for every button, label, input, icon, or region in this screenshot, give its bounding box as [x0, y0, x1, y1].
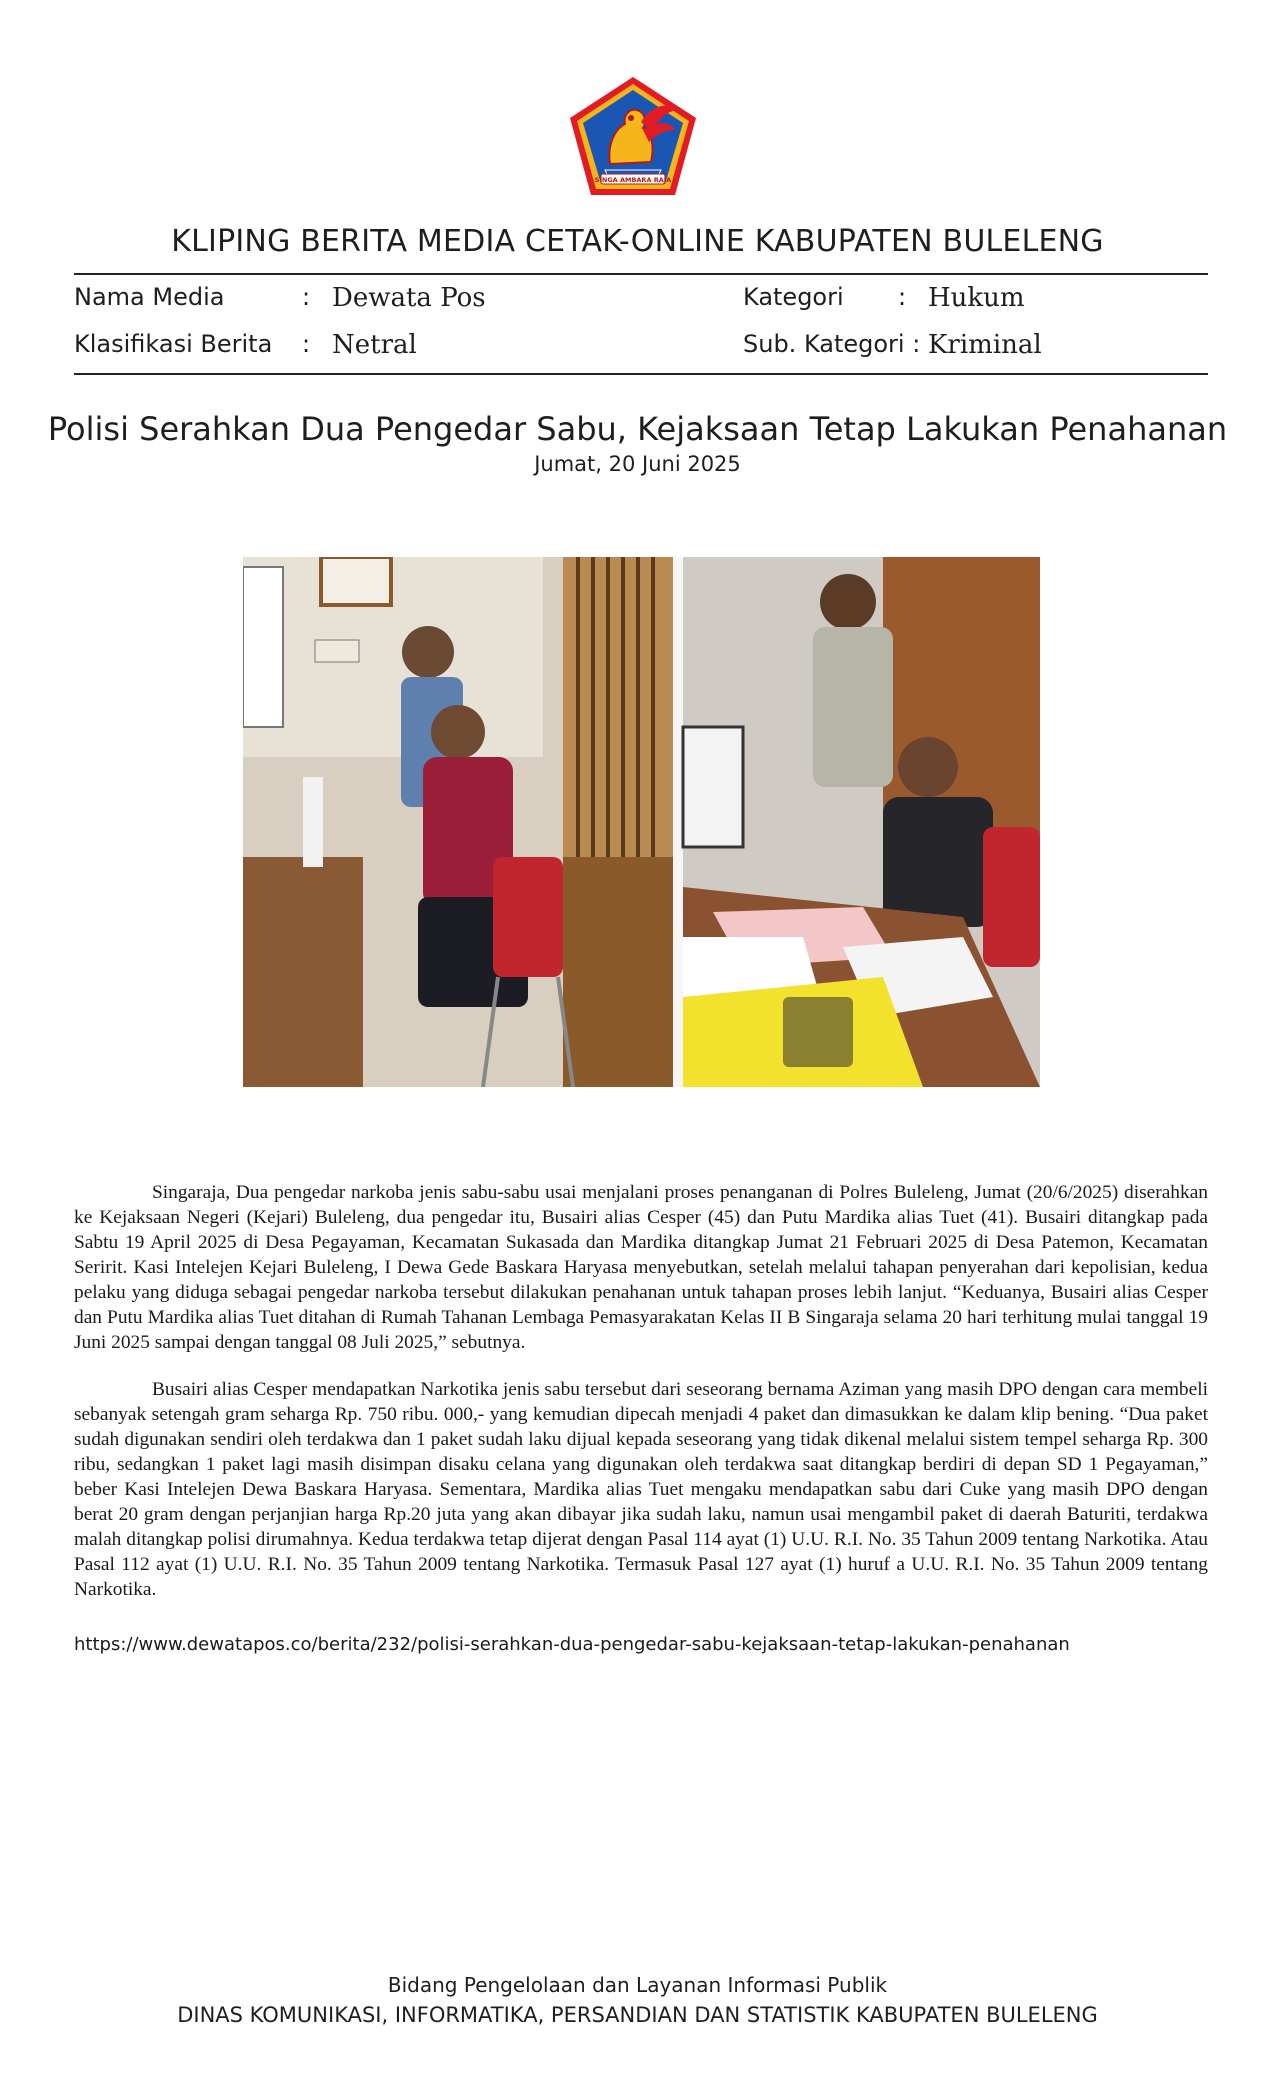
klasifikasi-colon: : [302, 330, 311, 358]
paragraph-text: Singaraja, Dua pengedar narkoba jenis sabu-sabu usai menjalani proses penanganan di Polres Buleleng, Jumat (20/6/2025) diserahkan ke Kejaksaan Negeri (Kejari) Buleleng, dua pengedar itu, Busairi alias Cesper (45) dan Putu Mardika alias Tuet (41). Busairi ditangkap pada Sabtu 19 April 2025 di Desa Pegayaman, Kecamatan Sukasada dan Mardika ditangkap Jumat 21 Februari 2025 di Desa Patemon, Kecamatan Seririt. Kasi Intelejen Kejari Buleleng, I Dewa Gede Baskara Haryasa menyebutkan, setelah melalui tahapan penyerahan dari kepolisian, kedua pelaku yang diduga sebagai pengedar narkoba tersebut dilakukan penahanan untuk tahapan proses lebih lanjut. “Keduanya, Busairi alias Cesper dan Putu Mardika alias Tuet ditahan di Rumah Tahanan Lembaga Pemasyarakatan Kelas II B Singaraja selama 20 hari terhitung mulai tanggal 19 Juni 2025 sampai dengan tanggal 08 Juli 2025,” sebutnya. [74, 1182, 1208, 1353]
kategori-colon: : [898, 283, 907, 311]
meta-sub-kategori [743, 330, 920, 358]
sub-kategori-value-wrap [928, 330, 1042, 360]
header-title: KLIPING BERITA MEDIA CETAK-ONLINE KABUPATEN BULELENG [171, 224, 1104, 259]
article-title: Polisi Serahkan Dua Pengedar Sabu, Kejaksaan Tetap Lakukan Penahanan [47, 410, 1228, 448]
meta-nama-media [74, 283, 224, 311]
nama-media-label: Nama Media [74, 283, 225, 311]
source-url-link[interactable]: https://www.dewatapos.co/berita/232/polisi-serahkan-dua-pengedar-sabu-kejaksaan-tetap-lakukan-penahanan [74, 1634, 1070, 1655]
buleleng-singa-ambara-raja-emblem-icon [565, 74, 701, 200]
footer-unit-name: Bidang Pengelolaan dan Layanan Informasi Publik [387, 1973, 888, 1997]
klasifikasi-label: Klasifikasi Berita [74, 330, 273, 358]
meta-kategori [743, 283, 844, 311]
sub-kategori-label: Sub. Kategori : [743, 330, 921, 358]
nama-media-value: Dewata Pos [332, 283, 486, 313]
header-top-divider [74, 273, 1208, 275]
logo-motto: SINGA AMBARA RAJA [594, 176, 672, 184]
article-paragraph-1 [74, 1180, 1208, 1355]
nama-media-colon: : [302, 283, 311, 311]
meta-klasifikasi [74, 330, 272, 358]
footer-agency-name: DINAS KOMUNIKASI, INFORMATIKA, PERSANDIAN DAN STATISTIK KABUPATEN BULELENG [177, 2003, 1098, 2027]
klasifikasi-value-wrap [332, 330, 417, 360]
nama-media-value-wrap [332, 283, 486, 313]
news-photo-suspects-handover-icon [243, 557, 1040, 1087]
kategori-value: Hukum [928, 283, 1025, 313]
klasifikasi-value: Netral [332, 330, 417, 360]
paragraph-text: Busairi alias Cesper mendapatkan Narkotika jenis sabu tersebut dari seseorang bernama Aziman yang masih DPO dengan cara membeli sebanyak setengah gram seharga Rp. 750 ribu. 000,- yang kemudian dipecah menjadi 4 paket dan dimasukkan ke dalam klip bening. “Dua paket sudah digunakan sendiri oleh terdakwa dan 1 paket sudah laku dijual kepada seseorang yang tidak dikenal melalui sistem tempel seharga Rp. 300 ribu, sedangkan 1 paket lagi masih disimpan disaku celana yang digunakan oleh terdakwa saat ditangkap berdiri di depan SD 1 Pegayaman,” beber Kasi Intelejen Dewa Baskara Haryasa. Sementara, Mardika alias Tuet mengaku mendapatkan sabu dari Cuke yang masih DPO dengan berat 20 gram dengan perjanjian harga Rp.20 juta yang akan dibayar jika sudah laku, namun usai mengambil paket di daerah Baturiti, terdakwa malah ditangkap polisi dirumahnya. Kedua terdakwa tetap dijerat dengan Pasal 114 ayat (1) U.U. R.I. No. 35 Tahun 2009 tentang Narkotika. Atau Pasal 112 ayat (1) U.U. R.I. No. 35 Tahun 2009 tentang Narkotika. Termasuk Pasal 127 ayat (1) huruf a U.U. R.I. No. 35 Tahun 2009 tentang Narkotika. [74, 1379, 1208, 1600]
article-date: Jumat, 20 Juni 2025 [534, 452, 741, 476]
sub-kategori-value: Kriminal [928, 330, 1042, 360]
kategori-label: Kategori [743, 283, 844, 311]
kategori-value-wrap [928, 283, 1025, 313]
article-paragraph-2 [74, 1377, 1208, 1602]
meta-bottom-divider [74, 373, 1208, 375]
